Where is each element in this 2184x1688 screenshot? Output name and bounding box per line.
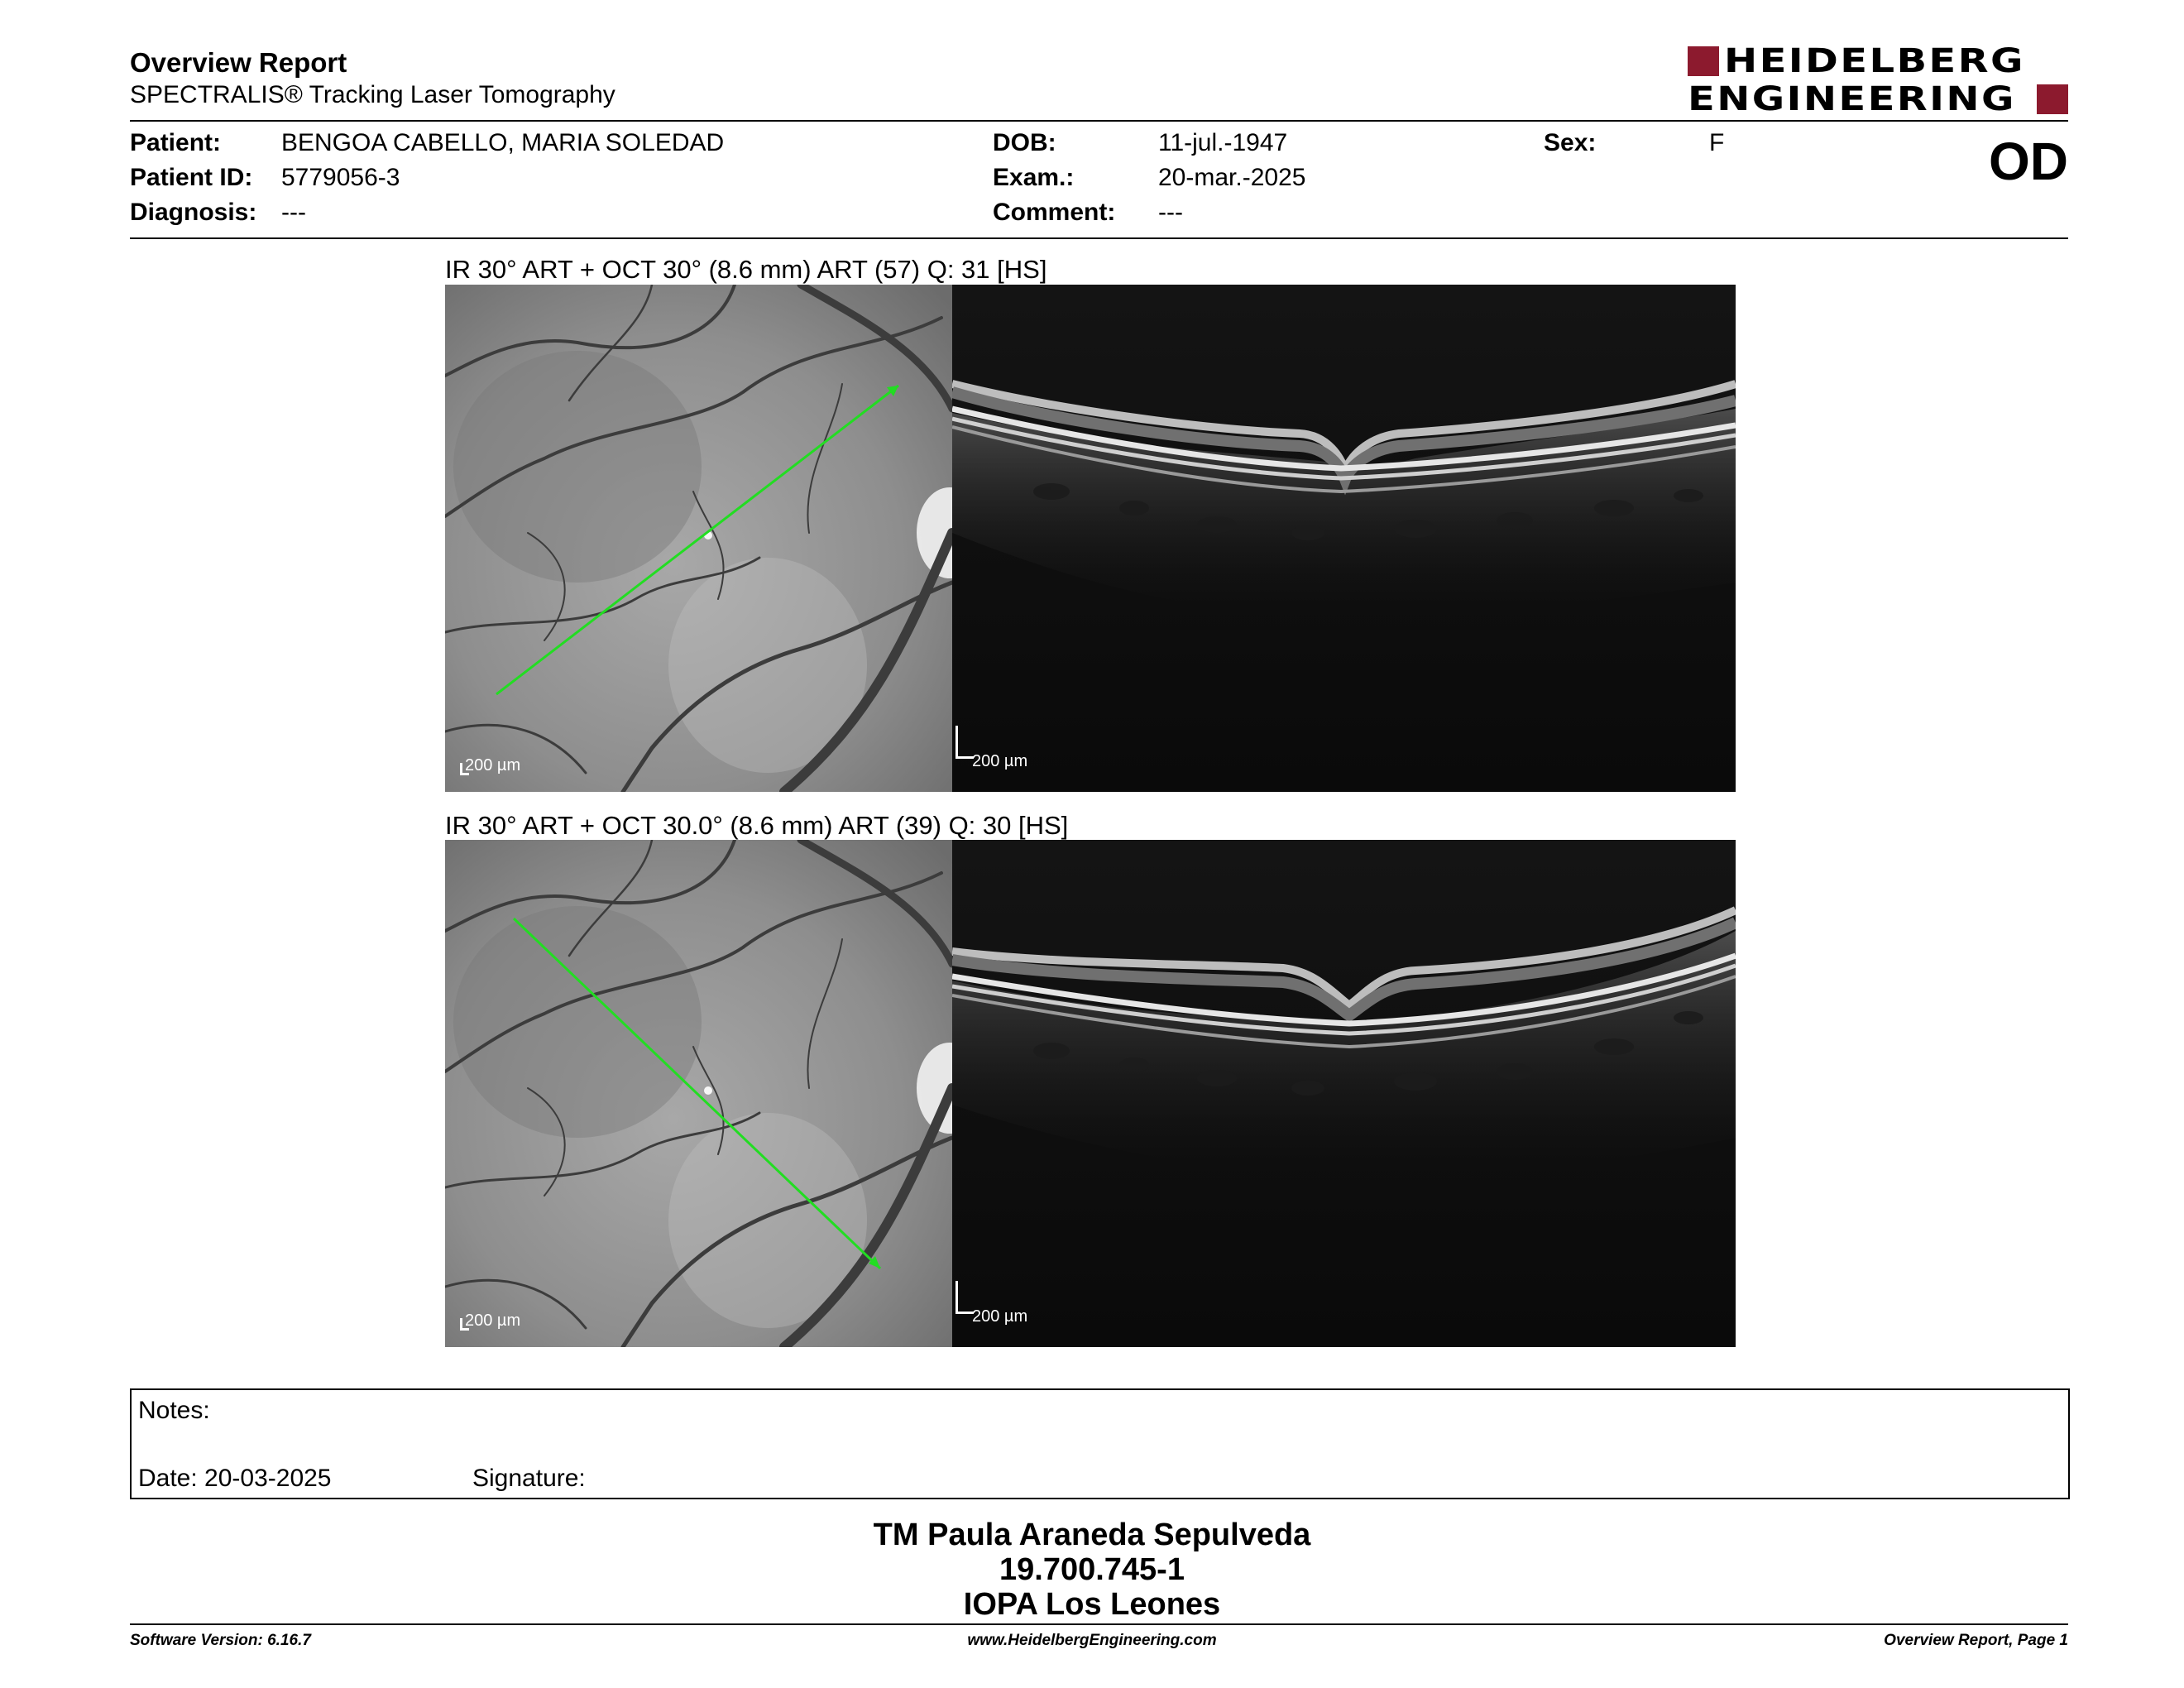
- scan-2-oct-scale-h: [956, 1312, 974, 1314]
- heidelberg-logo: [1688, 42, 2068, 118]
- report-title: Overview Report: [130, 47, 347, 78]
- sex-value: F: [1709, 129, 1725, 156]
- scan-1-fundus-image[interactable]: [445, 285, 952, 792]
- patient-id-label: Patient ID:: [130, 164, 253, 191]
- software-version: Software Version: 6.16.7: [130, 1632, 311, 1649]
- stamp-id: 19.700.745-1: [999, 1552, 1185, 1587]
- scan-2-oct-image[interactable]: [952, 840, 1736, 1347]
- eye-indicator: OD: [1989, 132, 2068, 191]
- scan-2-fundus-image[interactable]: [445, 840, 952, 1347]
- page-number: Overview Report, Page 1: [1884, 1632, 2068, 1649]
- logo-line-2: ENGINEERING: [1688, 80, 2016, 118]
- dob-value: 11-jul.-1947: [1158, 129, 1288, 156]
- header-divider: [130, 120, 2068, 122]
- notes-label: Notes:: [138, 1397, 210, 1424]
- stamp-institution: IOPA Los Leones: [963, 1587, 1221, 1622]
- logo-square-top: [1688, 46, 1719, 76]
- scan-1-caption: IR 30° ART + OCT 30° (8.6 mm) ART (57) Q: 31 [HS]: [445, 255, 1047, 284]
- scan-1-oct-image[interactable]: [952, 285, 1736, 792]
- notes-box[interactable]: [130, 1388, 2070, 1499]
- dob-label: DOB:: [993, 129, 1056, 156]
- footer-divider: [130, 1623, 2068, 1625]
- signature-label: Signature:: [472, 1465, 586, 1492]
- website-link[interactable]: www.HeidelbergEngineering.com: [967, 1632, 1217, 1649]
- scan-1-oct-scale-h: [956, 756, 974, 759]
- logo-square-bottom: [2037, 84, 2068, 114]
- patient-id: 5779056-3: [281, 164, 400, 191]
- exam-label: Exam.:: [993, 164, 1075, 191]
- date-field: Date: 20-03-2025: [138, 1465, 332, 1492]
- scan-1-oct-scale-label: 200 µm: [972, 752, 1028, 770]
- scan-1-oct-scale-v: [956, 726, 958, 759]
- comment-value: ---: [1158, 199, 1183, 226]
- report-subtitle: SPECTRALIS® Tracking Laser Tomography: [130, 81, 615, 108]
- scan-2-oct-scale-v: [956, 1281, 958, 1314]
- scan-2-oct-scale-label: 200 µm: [972, 1307, 1028, 1326]
- scan-2-caption: IR 30° ART + OCT 30.0° (8.6 mm) ART (39) Q: 30 [HS]: [445, 811, 1069, 840]
- logo-line-1: HEIDELBERG: [1724, 42, 2025, 80]
- diagnosis-value: ---: [281, 199, 306, 226]
- diagnosis-label: Diagnosis:: [130, 199, 257, 226]
- exam-value: 20-mar.-2025: [1158, 164, 1306, 191]
- patient-name: BENGOA CABELLO, MARIA SOLEDAD: [281, 129, 725, 156]
- comment-label: Comment:: [993, 199, 1116, 226]
- patient-label: Patient:: [130, 129, 222, 156]
- sex-label: Sex:: [1544, 129, 1597, 156]
- scan-1-fundus-scale-label: 200 µm: [465, 756, 521, 774]
- stamp-name: TM Paula Araneda Sepulveda: [873, 1518, 1311, 1552]
- scan-2-fundus-scale-label: 200 µm: [465, 1312, 521, 1330]
- patient-divider: [130, 237, 2068, 239]
